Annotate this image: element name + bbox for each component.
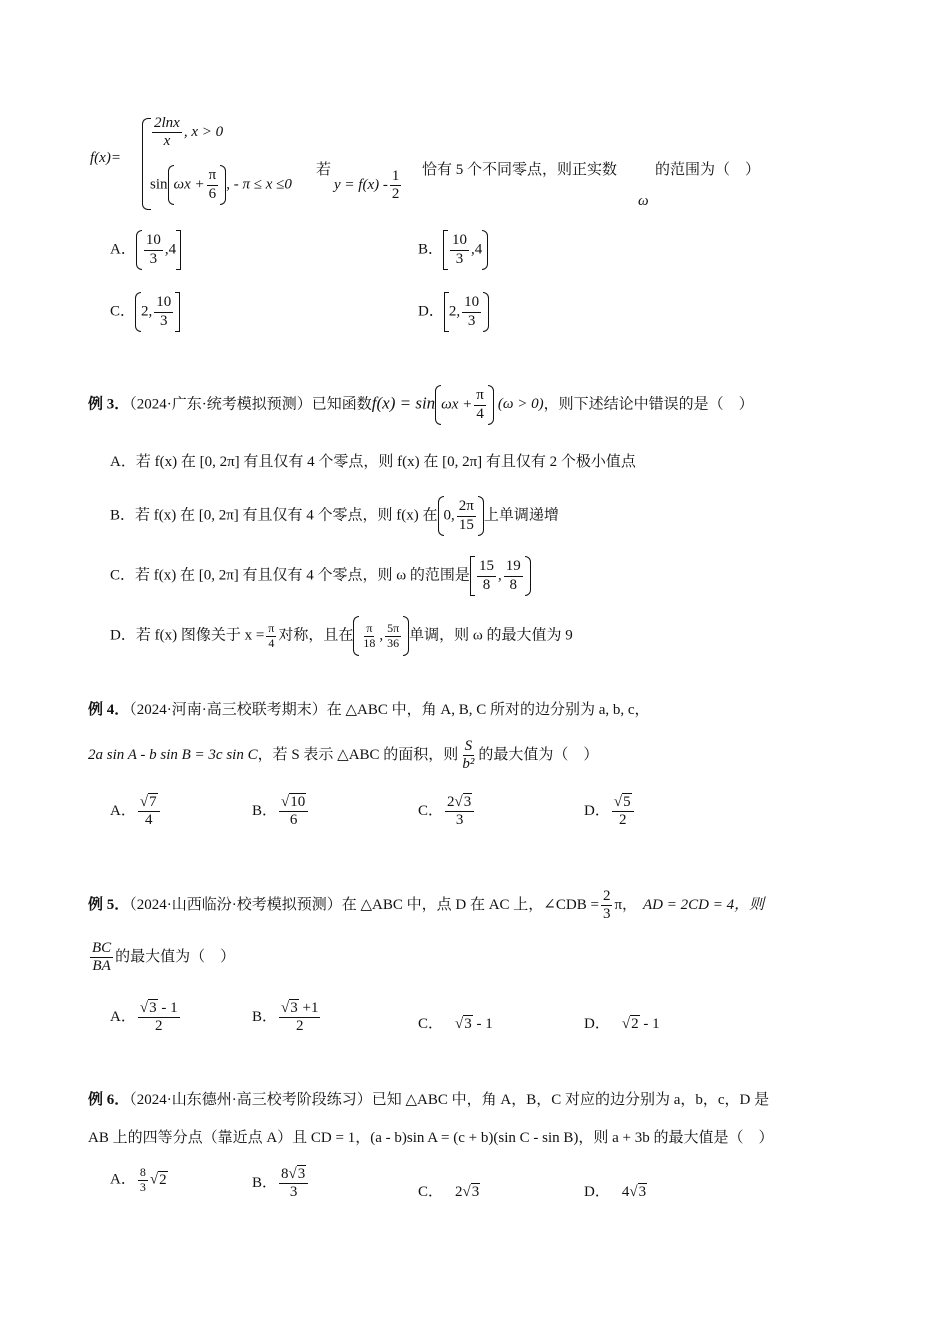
q4-mid: ，若 S 表示 △ABC 的面积，则 (257, 747, 459, 764)
q2-case2-sin: sin (150, 176, 168, 193)
q4-b-label: B． (252, 803, 278, 820)
q4-a-label: A． (110, 803, 136, 820)
q5-option-b[interactable]: B． $\frac{√3 +1}{2}$ (252, 1000, 319, 1035)
q2-tail2: 的范围为（ ） (655, 162, 761, 178)
q5-bc: BC (90, 940, 113, 958)
q2-a-tail: ,4 (164, 241, 177, 258)
q4-c-coef: 2 (447, 794, 455, 810)
q3-fx: f(x) = sin (371, 393, 436, 413)
q2-a-close (176, 230, 181, 270)
q2-ruo: 若 (316, 162, 332, 178)
q6-b-root: 3 (297, 1166, 306, 1182)
q3-four: 4 (476, 405, 484, 422)
q5-option-d[interactable]: D． √2 - 1 (584, 1016, 660, 1032)
q2-case1-num: 2lnx (152, 115, 182, 133)
q3-b-pre: B．若 f(x) 在 [0, 2π] 有且仅有 4 个零点，则 f(x) 在 (110, 507, 438, 524)
q6-d-coef: 4 (621, 1184, 630, 1200)
q2-c-num: 10 (154, 294, 173, 312)
q2-case1-den: x (163, 133, 171, 150)
q4-c-label: C． (418, 803, 444, 820)
q3-d-d1: 18 (363, 635, 376, 650)
q4-d-label: D． (584, 803, 610, 820)
q4-tail: 的最大值为（ ） (478, 747, 599, 764)
q6-c-root: 3 (471, 1184, 480, 1200)
q6-c-coef: 2 (455, 1184, 463, 1200)
q2-case2-arg: ωx + (173, 176, 205, 193)
q2-y-expr (334, 168, 403, 204)
q5-c-rest: - 1 (472, 1016, 493, 1032)
q4-option-d[interactable]: D． $\frac{√5}{2}$ (584, 794, 636, 830)
q2-b-close (482, 230, 488, 270)
q2-option-d[interactable] (418, 292, 489, 332)
q6-b-coef: 8 (281, 1166, 289, 1182)
q2-a-open (136, 230, 142, 270)
q3-label: 例 3． (88, 396, 130, 413)
q5-b-label: B． (252, 1009, 278, 1026)
q3-d-open (353, 616, 359, 656)
q2-b-den: 3 (455, 250, 464, 267)
q2-case1 (150, 115, 223, 151)
q6-stem-line2: AB 上的四等分点（靠近点 A）且 CD = 1，(a - b)sin A = (c + b)(sin C - sin B)，则 a + 3b 的最大值是（ ） (88, 1130, 774, 1146)
q3-d-pi: π (268, 620, 275, 635)
q2-one: 1 (390, 168, 402, 186)
q3-b-zero: 0, (443, 507, 455, 524)
q4-source: （2024·河南·高三校联考期末）在 △ABC 中，角 A, B, C 所对的边分别为 a, b, c， (129, 702, 650, 718)
q2-option-b-label: B． (418, 241, 444, 258)
q5-b-num: 3 (290, 1000, 298, 1016)
q3-option-a[interactable]: A．若 f(x) 在 [0, 2π] 有且仅有 4 个零点，则 f(x) 在 [0, 2π] 有且仅有 2 个极小值点 (110, 454, 636, 470)
q2-b-open (443, 230, 448, 270)
q4-label: 例 4． (88, 702, 130, 718)
q6-stem-line1 (88, 1088, 769, 1109)
q4-b2: b² (462, 756, 475, 773)
q2-d-close (483, 292, 489, 332)
q4-c-den: 3 (455, 812, 464, 829)
q6-b-label: B． (252, 1175, 278, 1192)
q3-d-tail: 单调，则 ω 的最大值为 9 (409, 627, 573, 644)
q5-ba: BA (92, 958, 111, 975)
q3-paren-right (488, 385, 494, 425)
q2-fx: f(x)= (90, 150, 121, 166)
q5-a-den: 2 (154, 1018, 163, 1035)
q2-c-den: 3 (160, 312, 168, 329)
q2-case2 (150, 165, 292, 205)
q2-option-a-label: A． (110, 241, 136, 258)
q4-a-num: 7 (149, 794, 157, 810)
q3-c-pre: C．若 f(x) 在 [0, 2π] 有且仅有 4 个零点，则 ω 的范围是 (110, 567, 470, 584)
q5-b-rest: +1 (298, 1000, 319, 1016)
q2-option-c-label: C． (110, 303, 136, 320)
q4-stem-line1 (88, 698, 650, 719)
q3-c-d2: 8 (509, 576, 517, 593)
q3-d-n2: 5π (387, 620, 400, 635)
q2-d-head: 2, (448, 303, 461, 320)
q4-d-num: 5 (623, 794, 631, 810)
q6-a-num: 8 (139, 1165, 146, 1179)
q2-case2-six: 6 (208, 185, 217, 202)
q4-eq: 2a sin A - b sin B = 3c sin C (88, 747, 258, 764)
q6-b-den: 3 (289, 1184, 298, 1201)
q3-d-n1: π (366, 620, 373, 635)
q3-tail: ，则下述结论中错误的是（ ） (543, 396, 754, 413)
q5-option-a[interactable]: A． $\frac{√3 - 1}{2}$ (110, 1000, 178, 1035)
q2-two: 2 (391, 186, 400, 203)
q3-c-n1: 15 (477, 558, 496, 576)
q5-a-label: A． (110, 1009, 136, 1026)
q5-d-label: D． (584, 1016, 610, 1032)
q6-line1: （2024·山东德州·高三校考阶段练习）已知 △ABC 中，角 A，B，C 对应的边分别为 a，b，c，D 是 (129, 1092, 770, 1108)
q2-c-close (175, 292, 180, 332)
q2-option-b[interactable] (418, 230, 488, 270)
q2-c-head: 2, (141, 303, 153, 320)
q5-tail: 的最大值为（ ） (115, 949, 236, 966)
q3-b-num: 2π (457, 498, 476, 516)
q4-d-den: 2 (618, 812, 627, 829)
q6-a-root: 2 (159, 1171, 167, 1188)
q5-b-den: 2 (295, 1018, 304, 1035)
q3-pi: π (474, 387, 486, 405)
q2-b-num: 10 (450, 232, 469, 250)
q6-option-d[interactable]: D． 4√3 (584, 1184, 647, 1200)
q2-d-den: 3 (467, 312, 476, 329)
q2-a-den: 3 (149, 250, 158, 267)
q2-y-expr-text: y = f(x) - (334, 177, 388, 194)
q5-source: （2024·山西临汾·校考模拟预测）在 △ABC 中，点 D 在 AC 上，∠CDB = (129, 897, 599, 914)
q5-a-rest: - 1 (157, 1000, 178, 1016)
q3-c-n2: 19 (504, 558, 523, 576)
q3-d-pre: D．若 f(x) 图像关于 x = (110, 627, 265, 644)
q5-c-root: 3 (464, 1016, 472, 1032)
q3-c-d1: 8 (482, 576, 491, 593)
q6-c-label: C． (418, 1184, 444, 1200)
q3-stem (88, 385, 754, 425)
q2-case2-pi: π (207, 167, 219, 185)
q2-case2-cond: , - π ≤ x ≤0 (226, 176, 292, 193)
q2-option-a[interactable] (110, 230, 181, 270)
q5-c-label: C． (418, 1016, 444, 1032)
q4-a-den: 4 (144, 812, 153, 829)
q4-option-b[interactable]: B． $\frac{√10}{6}$ (252, 794, 310, 830)
q2-a-num: 10 (144, 232, 163, 250)
q5-label: 例 5． (88, 897, 130, 914)
q6-option-b[interactable]: B． $\frac{8√3}{3}$ (252, 1166, 310, 1202)
q5-cond: AD = 2CD = 4，则 (643, 897, 765, 914)
q2-option-d-label: D． (418, 303, 444, 320)
q3-c-open (470, 556, 475, 596)
q4-b-num: 10 (290, 794, 306, 810)
q4-stem-line2 (88, 738, 598, 774)
q2-tail: 恰有 5 个不同零点，则正实数 (422, 162, 618, 178)
q3-cond: (ω > 0) (497, 396, 544, 413)
q6-option-a[interactable]: A． $\frac{8}{3}$ √2 (110, 1165, 167, 1194)
q4-option-c[interactable]: C． $\frac{2√3}{3}$ (418, 794, 476, 830)
q3-b-den: 15 (458, 516, 474, 533)
q5-f-num: 2 (601, 888, 613, 906)
q2-b-tail: ,4 (471, 241, 483, 258)
q2-case1-cond: , x > 0 (183, 124, 224, 141)
q5-a-num: 3 (149, 1000, 157, 1016)
q3-option-c[interactable]: C．若 f(x) 在 [0, 2π] 有且仅有 4 个零点，则 ω 的范围是 $\frac{15}{8}$ , $\frac{19}{8}$ (110, 556, 531, 596)
q4-s: S (463, 738, 475, 756)
q3-source: （2024·广东·统考模拟预测）已知函数 (129, 396, 372, 413)
q4-b-den: 6 (289, 812, 298, 829)
q2-omega: ω (638, 193, 649, 209)
q6-option-c[interactable]: C． 2√3 (418, 1184, 480, 1200)
q6-label: 例 6． (88, 1092, 130, 1108)
q5-pi-tail: π， (614, 897, 638, 914)
q5-stem-line2 (88, 940, 235, 976)
q3-c-close (525, 556, 531, 596)
q6-a-label: A． (110, 1171, 136, 1188)
q2-option-c[interactable] (110, 292, 180, 332)
q6-a-den: 3 (139, 1179, 146, 1194)
q5-d-root: 2 (631, 1016, 639, 1032)
q3-d-d2: 36 (387, 635, 400, 650)
q3-d-four: 4 (268, 635, 275, 650)
q5-stem-line1 (88, 888, 764, 924)
q4-c-num: 3 (463, 794, 472, 810)
q6-d-root: 3 (638, 1184, 647, 1200)
q3-arg: ωx + (441, 396, 473, 413)
q3-b-tail: 上单调递增 (483, 507, 559, 524)
q6-d-label: D． (584, 1184, 610, 1200)
q5-f-den: 3 (602, 906, 611, 923)
q4-option-a[interactable]: A． $\frac{√7}{4}$ (110, 794, 162, 830)
q5-d-rest: - 1 (639, 1016, 660, 1032)
q3-d-mid: 对称，且在 (278, 627, 354, 644)
q2-d-num: 10 (462, 294, 481, 312)
q3-option-d[interactable]: D．若 f(x) 图像关于 x = $\frac{\pi}{4}$ 对称，且在 $\frac{\pi}{18}$ , $\frac{5\pi}{36}$ 单调，则 ω 的最大值为 9 (110, 616, 573, 656)
q5-option-c[interactable]: C． √3 - 1 (418, 1016, 493, 1032)
q3-option-b[interactable] (110, 496, 559, 536)
